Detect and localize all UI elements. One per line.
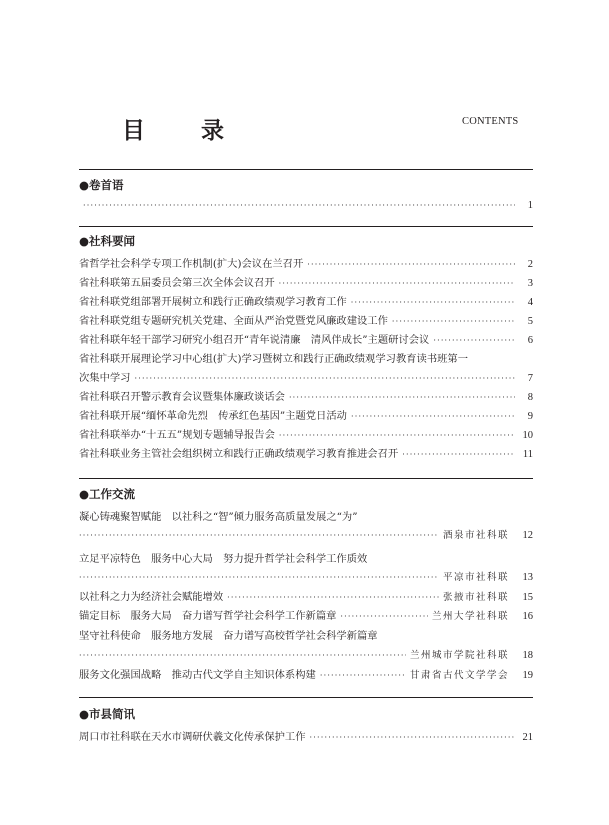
page-number: 4 xyxy=(527,297,533,308)
toc-title: 目 录 xyxy=(122,117,249,144)
leader-dots xyxy=(79,570,439,586)
leader-dots xyxy=(279,276,515,292)
leader-dots xyxy=(79,648,406,664)
leader-dots xyxy=(402,447,515,463)
leader-dots xyxy=(227,590,439,606)
toc-entry[interactable] xyxy=(79,589,533,605)
entry-title: 省社科联第五届委员会第三次全体会议召开 xyxy=(79,277,275,289)
leader-dots xyxy=(351,409,515,425)
section-heading-county: ●市县简讯 xyxy=(79,707,136,721)
page-number: 9 xyxy=(527,411,533,422)
entry-author: 平凉市社科联 xyxy=(442,572,509,583)
section-heading-news: ●社科要闻 xyxy=(79,234,136,248)
section-rule xyxy=(79,226,533,227)
toc-entry[interactable] xyxy=(79,427,533,443)
entry-author: 兰州大学社科联 xyxy=(431,611,509,622)
leader-dots xyxy=(279,428,515,444)
entry-title: 以社科之力为经济社会赋能增效 xyxy=(79,591,224,603)
entry-title: 省社科联举办“十五五”规划专题辅导报告会 xyxy=(79,429,275,441)
entry-title: 服务文化强国战略 推动古代文学自主知识体系构建 xyxy=(79,669,316,681)
page-number: 19 xyxy=(522,670,533,681)
entry-title: 锚定目标 服务大局 奋力谱写哲学社会科学工作新篇章 xyxy=(79,610,337,622)
entry-title: 省社科联开展“缅怀革命先烈 传承红色基因”主题党日活动 xyxy=(79,410,347,422)
toc-entry[interactable] xyxy=(79,389,533,405)
page-number: 11 xyxy=(522,449,533,460)
entry-title: 省哲学社会科学专项工作机制(扩大)会议在兰召开 xyxy=(79,258,304,270)
entry-title[interactable]: 凝心铸魂聚智赋能 以社科之“智”倾力服务高质量发展之“为” xyxy=(79,511,358,523)
toc-entry[interactable] xyxy=(79,256,533,272)
entry-author: 张掖市社科联 xyxy=(442,592,509,603)
leader-dots xyxy=(310,730,515,746)
toc-entry[interactable] xyxy=(79,332,533,348)
toc-entry[interactable] xyxy=(79,570,533,586)
page-number: 18 xyxy=(522,650,533,661)
page-number: 5 xyxy=(527,316,533,327)
entry-title-line1[interactable]: 省社科联开展理论学习中心组(扩大)学习暨树立和践行正确政绩观学习教育读书班第一 xyxy=(79,353,469,365)
page-number: 10 xyxy=(522,430,533,441)
toc-entry[interactable] xyxy=(79,275,533,291)
leader-dots xyxy=(307,257,515,273)
leader-dots xyxy=(392,314,515,330)
entry-author: 甘肃省古代文学学会 xyxy=(409,670,509,681)
entry-title: 省社科联党组专题研究机关党建、全面从严治党暨党风廉政建设工作 xyxy=(79,315,388,327)
toc-entry[interactable] xyxy=(79,408,533,424)
section-heading-exchange: ●工作交流 xyxy=(79,487,136,501)
toc-entry[interactable] xyxy=(79,608,533,624)
leader-dots xyxy=(83,198,515,214)
page-number: 6 xyxy=(527,335,533,346)
entry-title-line2: 次集中学习 xyxy=(79,372,131,384)
toc-entry[interactable] xyxy=(79,667,533,683)
section-rule xyxy=(79,169,533,170)
toc-entry[interactable] xyxy=(79,729,533,745)
page-number: 16 xyxy=(522,611,533,622)
leader-dots xyxy=(320,668,406,684)
leader-dots xyxy=(79,528,439,544)
toc-entry[interactable] xyxy=(79,198,533,214)
toc-english-title: CONTENTS xyxy=(462,116,519,127)
page-number: 21 xyxy=(522,732,533,743)
entry-title: 省社科联召开警示教育会议暨集体廉政谈话会 xyxy=(79,391,285,403)
toc-entry[interactable] xyxy=(79,294,533,310)
page-number: 2 xyxy=(527,259,533,270)
page-number: 8 xyxy=(527,392,533,403)
page-number: 7 xyxy=(527,373,533,384)
leader-dots xyxy=(351,295,515,311)
leader-dots xyxy=(289,390,515,406)
entry-title: 周口市社科联在天水市调研伏羲文化传承保护工作 xyxy=(79,731,306,743)
entry-author: 兰州城市学院社科联 xyxy=(409,650,509,661)
section-rule xyxy=(79,478,533,479)
page-number: 15 xyxy=(522,592,533,603)
entry-title[interactable]: 立足平凉特色 服务中心大局 努力提升哲学社会科学工作质效 xyxy=(79,553,368,565)
section-heading-preface: ●卷首语 xyxy=(79,178,124,192)
toc-entry[interactable] xyxy=(79,446,533,462)
page-number: 12 xyxy=(522,530,533,541)
entry-author: 酒泉市社科联 xyxy=(442,530,509,541)
entry-title: 省社科联业务主管社会组织树立和践行正确政绩观学习教育推进会召开 xyxy=(79,448,399,460)
leader-dots xyxy=(433,333,515,349)
entry-title: 省社科联党组部署开展树立和践行正确政绩观学习教育工作 xyxy=(79,296,347,308)
page-number: 1 xyxy=(527,200,533,211)
leader-dots xyxy=(340,609,428,625)
entry-title[interactable]: 坚守社科使命 服务地方发展 奋力谱写高校哲学社会科学新篇章 xyxy=(79,630,378,642)
page-number: 13 xyxy=(522,572,533,583)
page-number: 3 xyxy=(527,278,533,289)
toc-entry[interactable] xyxy=(79,370,533,386)
toc-entry[interactable] xyxy=(79,528,533,544)
section-rule xyxy=(79,697,533,698)
entry-title: 省社科联年轻干部学习研究小组召开“青年说清廉 清风伴成长”主题研讨会议 xyxy=(79,334,430,346)
leader-dots xyxy=(134,371,515,387)
toc-entry[interactable] xyxy=(79,313,533,329)
toc-entry[interactable] xyxy=(79,648,533,664)
